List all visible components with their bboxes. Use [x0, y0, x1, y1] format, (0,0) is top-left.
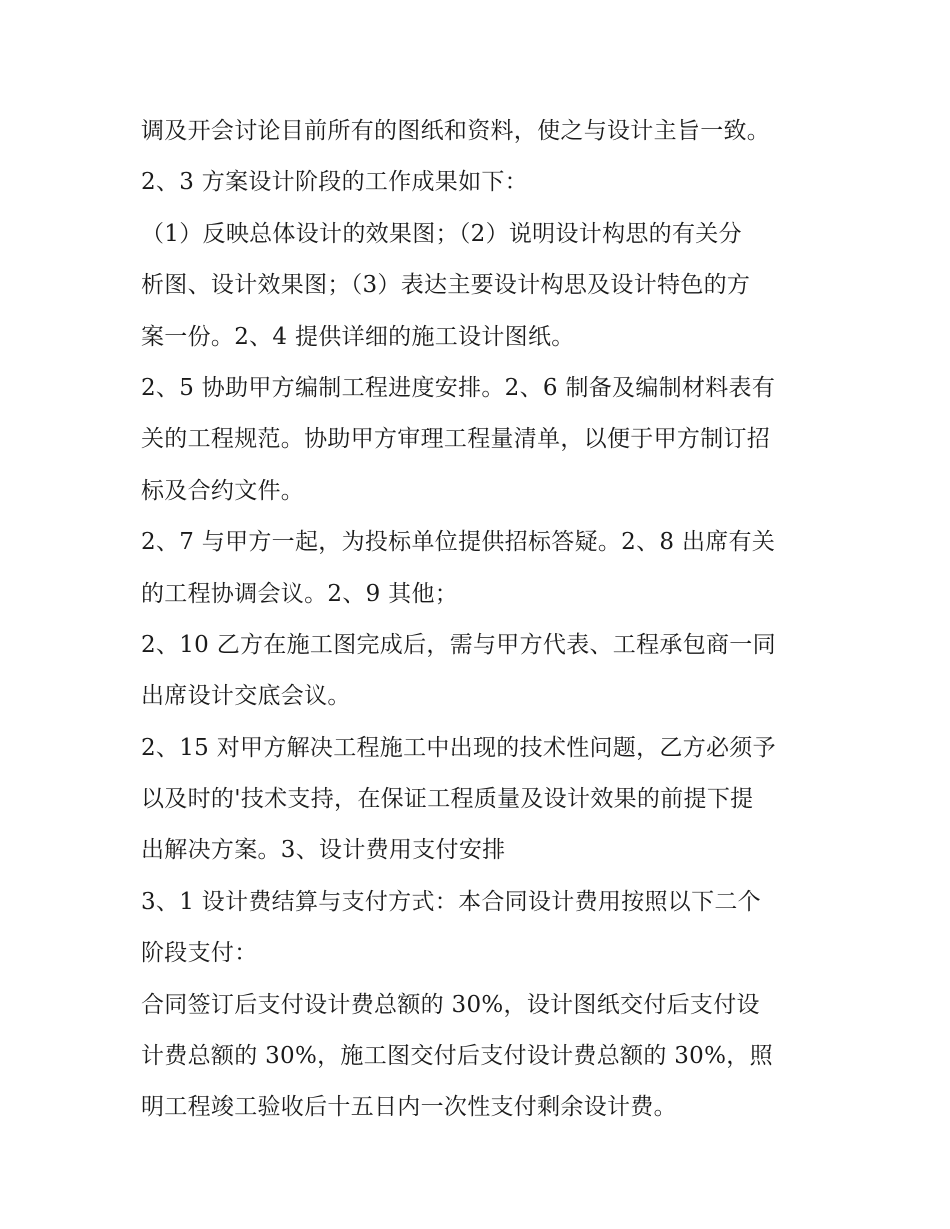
text-line: 以及时的'技术支持，在保证工程质量及设计效果的前提下提 [141, 786, 754, 813]
text-line: （1）反映总体设计的效果图；（2）说明设计构思的有关分 [141, 220, 742, 247]
text-line: 出席设计交底会议。 [141, 683, 351, 710]
text-line: 明工程竣工验收后十五日内一次性支付剩余设计费。 [141, 1094, 677, 1121]
text-line: 标及合约文件。 [141, 477, 305, 504]
text-line: 析图、设计效果图；（3）表达主要设计构思及设计特色的方 [141, 272, 751, 299]
text-line: 2、15 对甲方解决工程施工中出现的技术性问题，乙方必须予 [141, 734, 776, 761]
text-line: 2、7 与甲方一起，为投标单位提供招标答疑。2、8 出席有关 [141, 529, 776, 556]
text-line: 调及开会讨论目前所有的图纸和资料，使之与设计主旨一致。 [141, 118, 771, 144]
text-line: 计费总额的 30%，施工图交付后支付设计费总额的 30%，照 [141, 1043, 773, 1070]
text-line: 的工程协调会议。2、9 其他； [141, 580, 459, 607]
text-line: 2、10 乙方在施工图完成后，需与甲方代表、工程承包商一同 [141, 631, 776, 658]
text-line: 出解决方案。3、设计费用支付安排 [141, 837, 506, 864]
text-line: 案一份。2、4 提供详细的施工设计图纸。 [141, 323, 575, 350]
document-body [141, 106, 821, 1134]
text-line: 2、5 协助甲方编制工程进度安排。2、6 制备及编制材料表有 [141, 374, 776, 401]
text-line: 关的工程规范。协助甲方审理工程量清单，以便于甲方制订招 [141, 426, 771, 453]
text-line: 阶段支付： [141, 940, 258, 967]
text-line: 合同签订后支付设计费总额的 30%，设计图纸交付后支付设 [141, 991, 760, 1018]
text-line: 3、1 设计费结算与支付方式：本合同设计费用按照以下二个 [141, 888, 761, 915]
text-line: 2、3 方案设计阶段的工作成果如下： [141, 169, 528, 196]
